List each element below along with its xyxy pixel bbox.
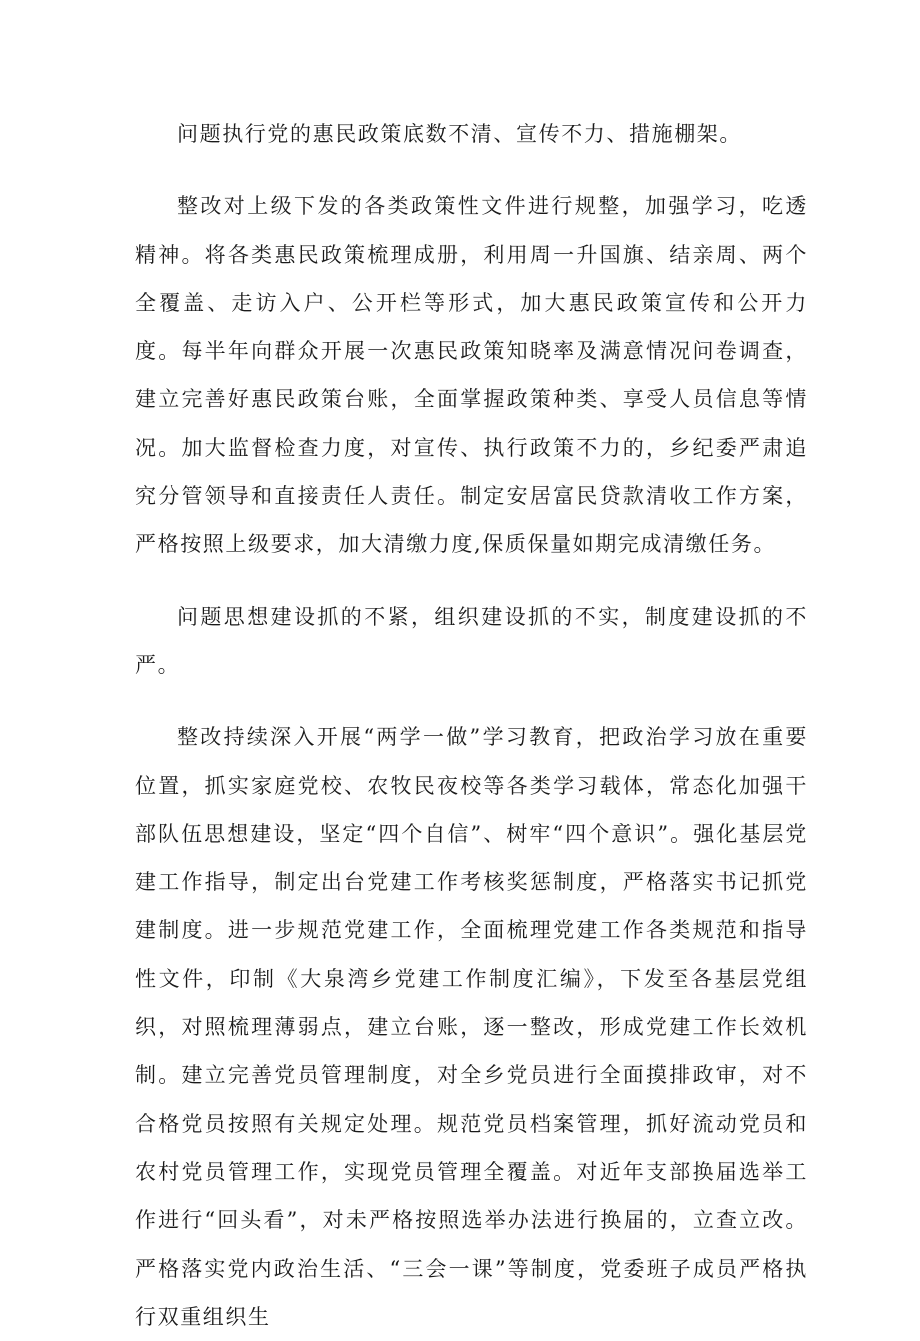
- paragraph-issue-policy: 问题执行党的惠民政策底数不清、宣传不力、措施棚架。: [177, 122, 742, 146]
- paragraph-rectify-construction: 整改持续深入开展“两学一做”学习教育，把政治学习放在重要位置，抓实家庭党校、农牧民夜校等各类学习载体，常态化加强干部队伍思想建设，坚定“四个自信”、树牢“四个意识”。强化基层党建工作指导，制定出台党建工作考核奖惩制度，严格落实书记抓党建制度。进一步规范党建工作，全面梳理党建工作各类规范和指导性文件，印制《大泉湾乡党建工作制度汇编》，下发至各基层党组织，对照梳理薄弱点，建立台账，逐一整改，形成党建工作长效机制。建立完善党员管理制度，对全乡党员进行全面摸排政审，对不合格党员按照有关规定处理。规范党员档案管理，抓好流动党员和农村党员管理工作，实现党员管理全覆盖。对近年支部换届选举工作进行“回头看”，对未严格按照选举办法进行换届的，立查立改。严格落实党内政治生活、“三会一课”等制度，党委班子成员严格执行双重组织生: [135, 725, 808, 1329]
- paragraph-issue-construction: 问题思想建设抓的不紧，组织建设抓的不实，制度建设抓的不严。: [135, 604, 808, 677]
- paragraph-rectify-policy: 整改对上级下发的各类政策性文件进行规整，加强学习，吃透精神。将各类惠民政策梳理成册，利用周一升国旗、结亲周、两个全覆盖、走访入户、公开栏等形式，加大惠民政策宣传和公开力度。每半年向群众开展一次惠民政策知晓率及满意情况问卷调查，建立完善好惠民政策台账，全面掌握政策种类、享受人员信息等情况。加大监督检查力度，对宣传、执行政策不力的，乡纪委严肃追究分管领导和直接责任人责任。制定安居富民贷款清收工作方案，严格按照上级要求，加大清缴力度,保质保量如期完成清缴任务。: [135, 194, 808, 557]
